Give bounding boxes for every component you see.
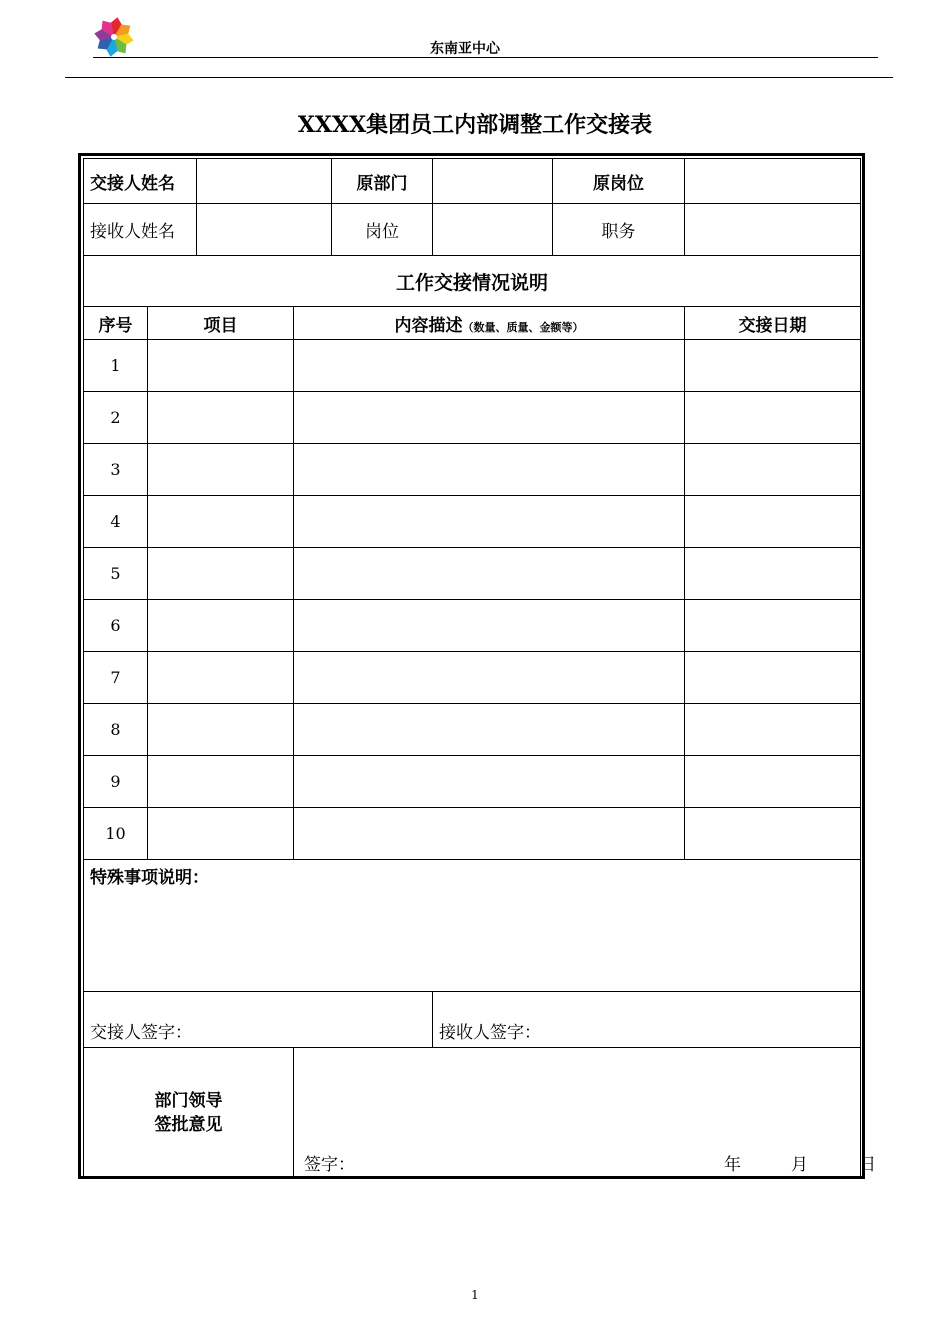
approval-month-label: 月	[791, 1155, 808, 1175]
col-desc-title: 内容描述	[394, 315, 463, 336]
description-cell[interactable]	[294, 600, 685, 652]
handover-form-frame	[78, 153, 876, 1179]
date-cell[interactable]	[685, 652, 861, 704]
date-cell[interactable]	[685, 444, 861, 496]
page-number: 1	[471, 1288, 479, 1302]
row-number: 4	[84, 496, 148, 548]
header-rule	[93, 57, 878, 58]
handover-signature-label: 交接人签字：	[90, 1023, 192, 1043]
row-number: 10	[84, 808, 148, 860]
row-number: 5	[84, 548, 148, 600]
description-cell[interactable]	[294, 444, 685, 496]
date-cell[interactable]	[685, 704, 861, 756]
approval-label-line1: 部门领导	[154, 1090, 223, 1111]
item-cell[interactable]	[148, 600, 294, 652]
date-cell[interactable]	[685, 808, 861, 860]
table-row	[84, 444, 861, 496]
col-date-header: 交接日期	[685, 307, 861, 340]
post-label: 岗位	[332, 204, 433, 256]
item-cell[interactable]	[148, 340, 294, 392]
col-desc-note: （数量、质量、金额等）	[462, 320, 584, 334]
section-title: 工作交接情况说明	[84, 256, 861, 307]
description-cell[interactable]	[294, 756, 685, 808]
table-row	[84, 652, 861, 704]
col-seq-header: 序号	[84, 307, 148, 340]
description-cell[interactable]	[294, 340, 685, 392]
header-rule-lower	[65, 77, 893, 78]
approval-year-label: 年	[724, 1155, 741, 1175]
date-cell[interactable]	[685, 496, 861, 548]
row-number: 2	[84, 392, 148, 444]
row-number: 8	[84, 704, 148, 756]
date-cell[interactable]	[685, 340, 861, 392]
row-number: 7	[84, 652, 148, 704]
col-item-header: 项目	[148, 307, 294, 340]
special-notes-cell[interactable]	[84, 860, 861, 992]
approval-comment-cell[interactable]	[294, 1048, 876, 1178]
description-cell[interactable]	[294, 652, 685, 704]
handover-signature-cell[interactable]	[84, 992, 433, 1048]
receiver-name-label: 接收人姓名	[84, 204, 197, 256]
handover-name-label: 交接人姓名	[84, 159, 197, 204]
document-title: XXXX集团员工内部调整工作交接表	[297, 112, 653, 138]
date-cell[interactable]	[685, 392, 861, 444]
description-cell[interactable]	[294, 392, 685, 444]
handover-name-field[interactable]	[197, 159, 332, 204]
original-post-field[interactable]	[685, 159, 861, 204]
item-cell[interactable]	[148, 496, 294, 548]
post-field[interactable]	[433, 204, 553, 256]
item-cell[interactable]	[148, 548, 294, 600]
item-cell[interactable]	[148, 808, 294, 860]
item-cell[interactable]	[148, 704, 294, 756]
original-post-label: 原岗位	[553, 159, 685, 204]
description-cell[interactable]	[294, 808, 685, 860]
description-cell[interactable]	[294, 704, 685, 756]
item-cell[interactable]	[148, 652, 294, 704]
approval-sign-label: 签字：	[304, 1155, 355, 1175]
row-number: 3	[84, 444, 148, 496]
special-notes-row	[84, 860, 861, 992]
duty-field[interactable]	[685, 204, 861, 256]
header-company-name: 东南亚中心	[430, 41, 500, 57]
receiver-signature-cell[interactable]	[433, 992, 861, 1048]
table-row	[84, 704, 861, 756]
column-header-row	[84, 307, 861, 340]
receiver-signature-label: 接收人签字：	[439, 1023, 541, 1043]
approval-day-label: 日	[859, 1155, 876, 1175]
item-cell[interactable]	[148, 392, 294, 444]
special-notes-label: 特殊事项说明：	[90, 868, 209, 888]
item-cell[interactable]	[148, 444, 294, 496]
table-row	[84, 808, 861, 860]
section-title-row	[84, 256, 861, 307]
table-row	[84, 496, 861, 548]
row-number: 1	[84, 340, 148, 392]
row-number: 9	[84, 756, 148, 808]
item-cell[interactable]	[148, 756, 294, 808]
original-dept-label: 原部门	[332, 159, 433, 204]
table-row	[84, 756, 861, 808]
date-cell[interactable]	[685, 548, 861, 600]
description-cell[interactable]	[294, 548, 685, 600]
handover-form-table	[83, 158, 876, 1178]
date-cell[interactable]	[685, 600, 861, 652]
approval-label-line2: 签批意见	[154, 1114, 223, 1135]
description-cell[interactable]	[294, 496, 685, 548]
receiver-name-field[interactable]	[197, 204, 332, 256]
info-row-2	[84, 204, 861, 256]
col-desc-header	[294, 307, 685, 340]
approval-row	[84, 1048, 861, 1178]
signature-row	[84, 992, 861, 1048]
table-row	[84, 392, 861, 444]
info-row-1	[84, 159, 861, 204]
row-number: 6	[84, 600, 148, 652]
table-row	[84, 548, 861, 600]
approval-label-cell	[84, 1048, 294, 1178]
original-dept-field[interactable]	[433, 159, 553, 204]
table-row	[84, 600, 861, 652]
duty-label: 职务	[553, 204, 685, 256]
date-cell[interactable]	[685, 756, 861, 808]
table-row	[84, 340, 861, 392]
